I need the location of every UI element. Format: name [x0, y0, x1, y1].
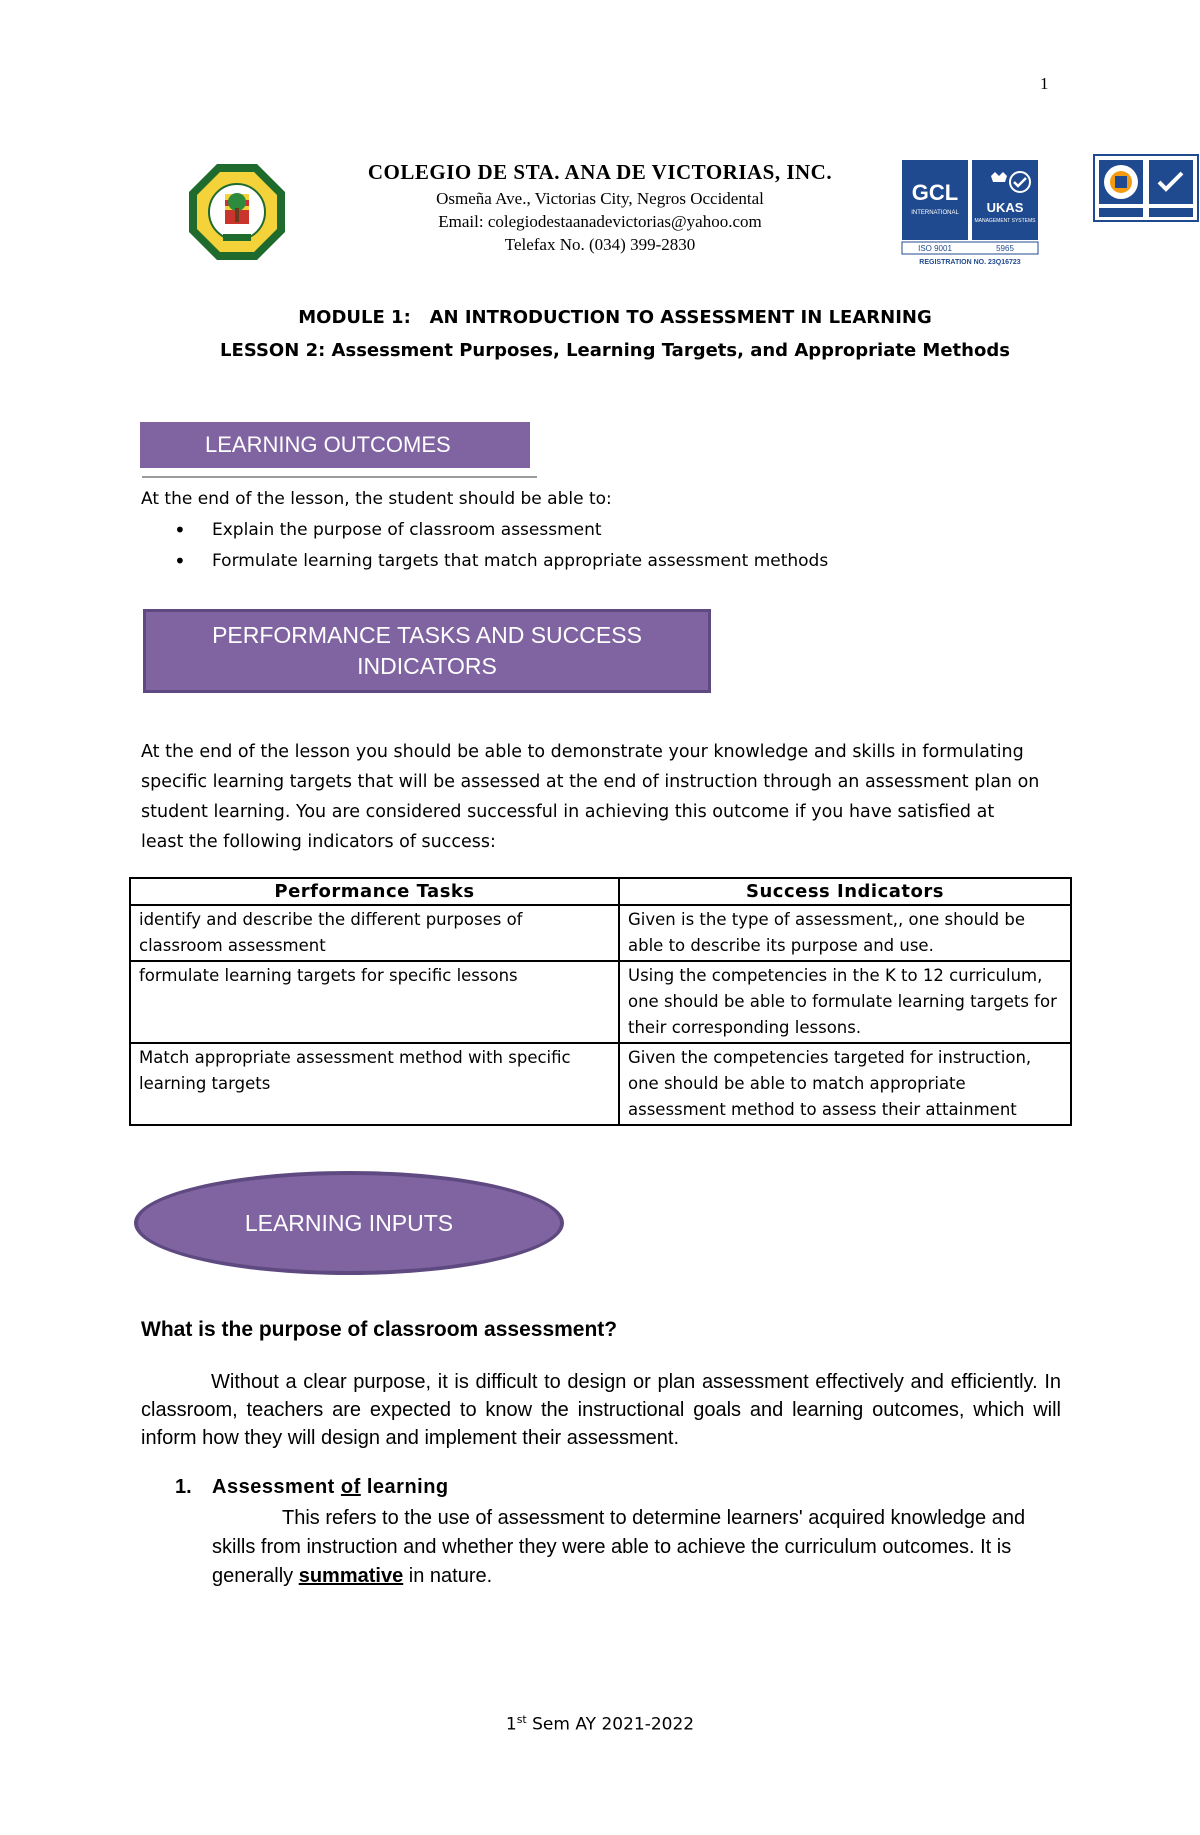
item-number: 1.	[175, 1476, 192, 1498]
section-question: What is the purpose of classroom assessment?	[141, 1318, 618, 1341]
school-email: Email: colegiodestaanadevictorias@yahoo.com	[438, 212, 762, 231]
item-title-part: learning	[360, 1476, 449, 1498]
performance-tasks-heading	[143, 609, 711, 693]
table-header-cell: Performance Tasks	[130, 878, 619, 905]
table-header-cell: Success Indicators	[619, 878, 1071, 905]
gcl-ukas-certification-badge	[900, 158, 1040, 268]
table-row	[130, 961, 1071, 1043]
gcl-sub-text: INTERNATIONAL	[911, 210, 959, 216]
table-row	[130, 905, 1071, 961]
gcl-text: GCL	[911, 180, 959, 205]
section-paragraph: Without a clear purpose, it is difficult to design or plan assessment effectively and efficiently. In classroom, teachers are expected to know the instructional goals and learning outcomes, which will inform how they will design and implement their assessment.	[141, 1371, 1061, 1449]
item-title	[212, 1476, 449, 1499]
footer-suffix: Sem AY 2021-2022	[526, 1714, 695, 1735]
school-header	[300, 160, 900, 256]
registration-text: REGISTRATION NO. 23Q16723	[919, 259, 1021, 266]
item-text: in nature.	[403, 1565, 493, 1587]
page-number: 1	[1040, 74, 1049, 93]
school-seal-logo	[187, 162, 287, 262]
page-footer	[0, 1713, 1200, 1735]
item-keyword: summative	[298, 1565, 404, 1587]
item-title-part: Assessment	[212, 1476, 341, 1498]
learning-outcomes-list	[170, 515, 828, 577]
table-header-row	[130, 878, 1071, 905]
table-row	[130, 1043, 1071, 1125]
footer-superscript: st	[516, 1713, 527, 1726]
learning-outcomes-intro: At the end of the lesson, the student should be able to:	[141, 489, 612, 509]
performance-table	[129, 877, 1072, 1126]
ukas-text: UKAS	[986, 200, 1024, 215]
table-cell: Match appropriate assessment method with specific learning targets	[130, 1043, 619, 1125]
learning-inputs-heading: LEARNING INPUTS	[134, 1171, 564, 1275]
school-address: Osmeña Ave., Victorias City, Negros Occidental	[436, 189, 764, 208]
learning-outcomes-underline	[142, 476, 537, 478]
ukas-sub-text: MANAGEMENT SYSTEMS	[974, 218, 1036, 224]
iso-ukas-small-badge	[1093, 154, 1199, 222]
footer-prefix: 1	[505, 1714, 517, 1735]
item-text: This refers to the use of assessment to determine learners' acquired knowledge and skills from instruction and whether they were able to achieve the curriculum outcomes. It is generally	[212, 1507, 1026, 1587]
table-cell: Using the competencies in the K to 12 curriculum, one should be able to formulate learning targets for their corresponding lessons.	[619, 961, 1071, 1043]
list-item: • Formulate learning targets that match appropriate assessment methods	[170, 546, 828, 577]
iso-text: ISO 9001	[918, 244, 952, 253]
performance-heading-line1: PERFORMANCE TASKS AND SUCCESS	[212, 622, 642, 648]
table-cell: Given the competencies targeted for instruction, one should be able to match appropriate assessment method to assess their attainment	[619, 1043, 1071, 1125]
school-telefax: Telefax No. (034) 399-2830	[504, 235, 696, 254]
table-cell: Given is the type of assessment,, one should be able to describe its purpose and use.	[619, 905, 1071, 961]
lesson-title: LESSON 2: Assessment Purposes, Learning Targets, and Appropriate Methods	[220, 340, 1010, 361]
ukas-number: 5965	[996, 244, 1014, 253]
learning-outcomes-heading: LEARNING OUTCOMES	[140, 422, 530, 468]
performance-heading-line2: INDICATORS	[357, 653, 497, 679]
item-title-emphasis: of	[340, 1476, 361, 1498]
item-paragraph	[212, 1504, 1062, 1591]
table-cell: formulate learning targets for specific lessons	[130, 961, 619, 1043]
performance-paragraph: At the end of the lesson you should be able to demonstrate your knowledge and skills in formulating specific learning targets that will be assessed at the end of instruction through an assessment plan on student learning. You are considered successful in achieving this outcome if you have satisfied at least the following indicators of success:	[141, 742, 1040, 852]
module-title: MODULE 1: AN INTRODUCTION TO ASSESSMENT IN LEARNING	[298, 307, 932, 328]
school-name: COLEGIO DE STA. ANA DE VICTORIAS, INC.	[367, 160, 833, 184]
table-cell: identify and describe the different purposes of classroom assessment	[130, 905, 619, 961]
list-item: • Explain the purpose of classroom assessment	[170, 515, 828, 546]
lesson-titles	[150, 307, 1080, 361]
